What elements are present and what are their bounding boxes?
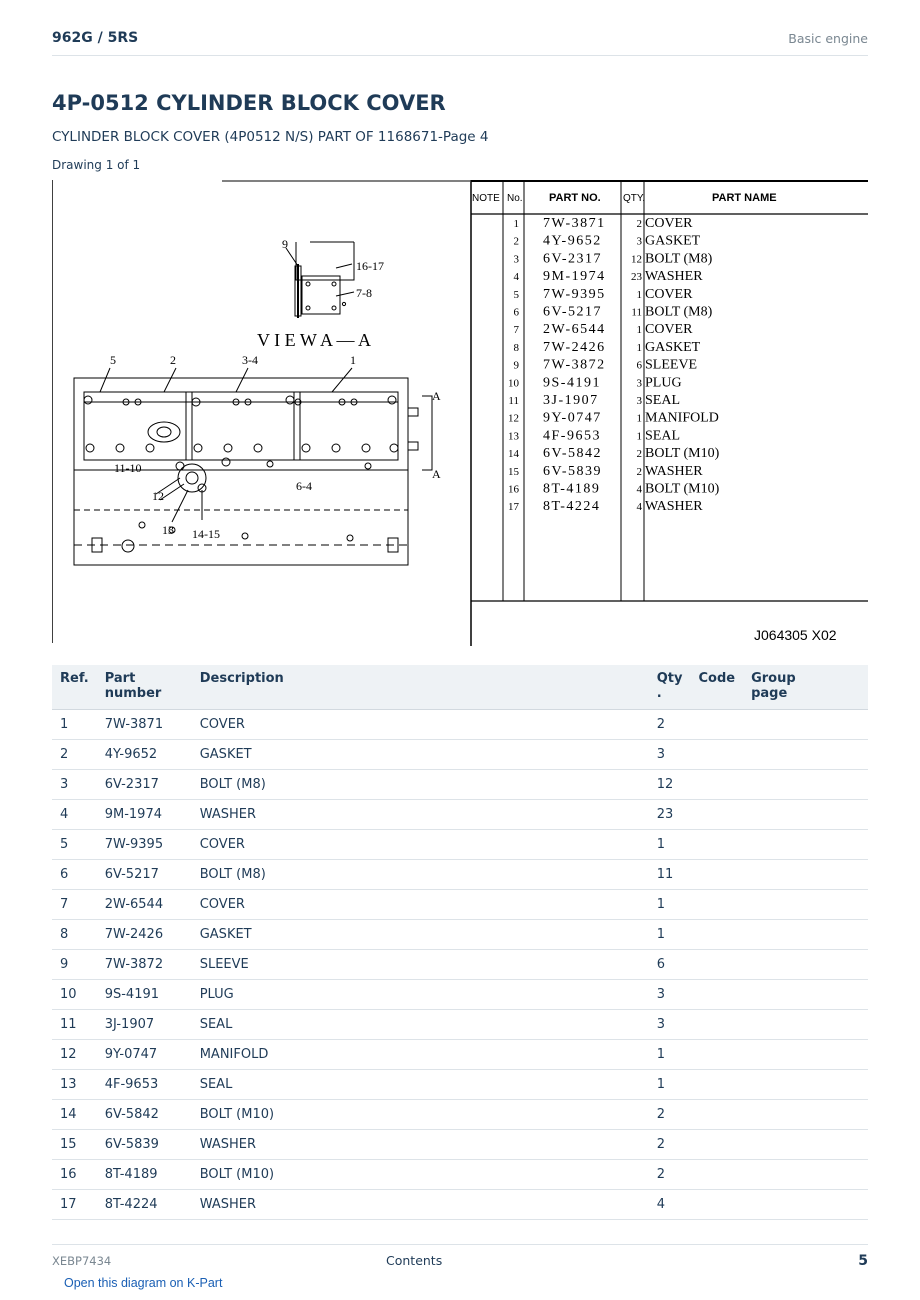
- drawing-row-part-no: 8T-4189: [543, 481, 601, 497]
- row-ref: 12: [52, 1040, 97, 1070]
- col-part-no: PART NO.: [549, 192, 601, 204]
- row-code: [690, 800, 743, 830]
- row-qty: 3: [649, 980, 691, 1010]
- drawing-counter: Drawing 1 of 1: [52, 158, 141, 172]
- drawing-row-qty: 1: [636, 412, 642, 425]
- row-description: COVER: [192, 830, 649, 860]
- row-part-number: 6V-5217: [97, 860, 192, 890]
- row-code: [690, 920, 743, 950]
- drawing-row-name: WASHER: [645, 463, 703, 479]
- drawing-row-no: 6: [513, 306, 519, 319]
- callout-6-4: 6-4: [296, 479, 312, 493]
- page-number: 5: [858, 1253, 868, 1269]
- row-ref: 16: [52, 1160, 97, 1190]
- page-header: [52, 28, 868, 56]
- drawing-row-no: 10: [508, 377, 519, 390]
- table-row: [52, 800, 868, 830]
- row-group-page: [743, 1130, 868, 1160]
- row-part-number: 7W-2426: [97, 920, 192, 950]
- callout-5: 5: [110, 353, 116, 367]
- row-qty: 1: [649, 1070, 691, 1100]
- drawing-row-part-no: 3J-1907: [543, 393, 599, 408]
- row-group-page: [743, 980, 868, 1010]
- document-id: XEBP7434: [52, 1254, 112, 1268]
- row-qty: 2: [649, 1100, 691, 1130]
- row-group-page: [743, 1160, 868, 1190]
- drawing-row-part-no: 6V-2317: [543, 251, 602, 267]
- drawing-row-part-no: 7W-3871: [543, 216, 606, 231]
- row-group-page: [743, 1100, 868, 1130]
- row-part-number: 7W-9395: [97, 830, 192, 860]
- drawing-row-no: 11: [508, 395, 519, 407]
- row-code: [690, 1070, 743, 1100]
- page-title: 4P-0512 CYLINDER BLOCK COVER: [52, 91, 446, 115]
- col-part-name: PART NAME: [712, 192, 777, 204]
- table-row: [52, 1190, 868, 1220]
- row-code: [690, 1190, 743, 1220]
- drawing-row-part-no: 7W-2426: [543, 339, 606, 355]
- row-group-page: [743, 830, 868, 860]
- row-group-page: [743, 800, 868, 830]
- row-qty: 6: [649, 950, 691, 980]
- drawing-row-name: GASKET: [645, 339, 701, 355]
- table-row: [52, 1130, 868, 1160]
- row-group-page: [743, 920, 868, 950]
- row-description: SEAL: [192, 1010, 649, 1040]
- row-part-number: 4Y-9652: [97, 740, 192, 770]
- table-row: [52, 920, 868, 950]
- page-subtitle: CYLINDER BLOCK COVER (4P0512 N/S) PART OF 1168671-Page 4: [52, 129, 489, 145]
- drawing-row-part-no: 2W-6544: [543, 322, 606, 338]
- callout-2: 2: [170, 353, 176, 367]
- header-part-number: Part number: [97, 665, 192, 710]
- row-qty: 12: [649, 770, 691, 800]
- row-part-number: 7W-3872: [97, 950, 192, 980]
- row-part-number: 9Y-0747: [97, 1040, 192, 1070]
- header-ref: Ref.: [52, 665, 97, 710]
- row-ref: 9: [52, 950, 97, 980]
- row-description: WASHER: [192, 800, 649, 830]
- row-description: GASKET: [192, 920, 649, 950]
- header-qty: Qty .: [649, 665, 691, 710]
- row-group-page: [743, 890, 868, 920]
- drawing-row-no: 13: [508, 430, 519, 443]
- drawing-row-part-no: 7W-9395: [543, 286, 606, 302]
- table-row: [52, 1010, 868, 1040]
- callout-14-15: 14-15: [192, 527, 220, 541]
- row-code: [690, 1010, 743, 1040]
- contents-link[interactable]: Contents: [386, 1253, 443, 1268]
- row-ref: 6: [52, 860, 97, 890]
- row-ref: 2: [52, 740, 97, 770]
- drawing-row-no: 5: [513, 288, 519, 301]
- row-ref: 17: [52, 1190, 97, 1220]
- row-code: [690, 1040, 743, 1070]
- drawing-row-name: COVER: [645, 216, 693, 231]
- row-code: [690, 830, 743, 860]
- row-code: [690, 1130, 743, 1160]
- view-label: V I E W A — A: [257, 330, 372, 350]
- row-ref: 1: [52, 710, 97, 740]
- row-group-page: [743, 1070, 868, 1100]
- drawing-row-qty: 6: [636, 359, 642, 372]
- row-qty: 1: [649, 1040, 691, 1070]
- drawing-row-name: SEAL: [645, 393, 680, 408]
- section-label: Basic engine: [788, 31, 868, 46]
- table-row: [52, 980, 868, 1010]
- drawing-row-qty: 4: [636, 501, 642, 514]
- row-description: BOLT (M10): [192, 1160, 649, 1190]
- diagram-callouts: [110, 237, 441, 541]
- table-row: [52, 1070, 868, 1100]
- drawing-row-qty: 23: [631, 271, 642, 284]
- drawing-row-part-no: 9M-1974: [543, 269, 606, 285]
- callout-1: 1: [350, 353, 356, 367]
- row-qty: 1: [649, 920, 691, 950]
- row-code: [690, 860, 743, 890]
- callout-3-4: 3-4: [242, 353, 258, 367]
- row-ref: 7: [52, 890, 97, 920]
- drawing-row-name: BOLT (M10): [645, 446, 720, 462]
- drawing-row-qty: 1: [636, 324, 642, 337]
- row-qty: 11: [649, 860, 691, 890]
- row-group-page: [743, 950, 868, 980]
- row-part-number: 7W-3871: [97, 710, 192, 740]
- row-description: BOLT (M8): [192, 860, 649, 890]
- row-description: BOLT (M8): [192, 770, 649, 800]
- row-ref: 14: [52, 1100, 97, 1130]
- callout-9: 9: [282, 237, 288, 251]
- drawing-row-no: 7: [513, 324, 519, 337]
- table-row: [52, 710, 868, 740]
- drawing-row-name: SEAL: [645, 428, 680, 444]
- drawing-row-no: 3: [513, 253, 519, 266]
- row-ref: 3: [52, 770, 97, 800]
- row-ref: 10: [52, 980, 97, 1010]
- drawing-row-qty: 1: [636, 288, 642, 301]
- row-description: BOLT (M10): [192, 1100, 649, 1130]
- row-group-page: [743, 740, 868, 770]
- row-description: SEAL: [192, 1070, 649, 1100]
- row-group-page: [743, 710, 868, 740]
- row-qty: 3: [649, 740, 691, 770]
- drawing-row-part-no: 7W-3872: [543, 357, 606, 373]
- col-qty: QTY.: [623, 193, 646, 204]
- drawing-row-qty: 1: [636, 430, 642, 443]
- row-part-number: 3J-1907: [97, 1010, 192, 1040]
- row-code: [690, 710, 743, 740]
- row-ref: 13: [52, 1070, 97, 1100]
- row-ref: 4: [52, 800, 97, 830]
- table-row: [52, 1160, 868, 1190]
- cylinder-block-sketch: [74, 242, 432, 565]
- drawing-row-no: 4: [513, 271, 519, 284]
- row-part-number: 6V-5839: [97, 1130, 192, 1160]
- row-qty: 2: [649, 710, 691, 740]
- drawing-row-qty: 12: [631, 253, 642, 266]
- row-part-number: 4F-9653: [97, 1070, 192, 1100]
- row-group-page: [743, 770, 868, 800]
- drawing-row-part-no: 8T-4224: [543, 499, 601, 515]
- row-part-number: 8T-4224: [97, 1190, 192, 1220]
- drawing-row-part-no: 4F-9653: [543, 428, 601, 444]
- table-row: [52, 860, 868, 890]
- drawing-row-name: COVER: [645, 322, 693, 338]
- drawing-row-qty: 4: [636, 483, 642, 496]
- drawing-id: J064305 X02: [754, 627, 837, 643]
- row-group-page: [743, 860, 868, 890]
- drawing-row-qty: 2: [636, 448, 642, 461]
- drawing-row-name: WASHER: [645, 499, 703, 515]
- drawing-row-qty: 3: [636, 235, 642, 248]
- row-description: GASKET: [192, 740, 649, 770]
- row-group-page: [743, 1010, 868, 1040]
- drawing-row-qty: 11: [631, 306, 642, 319]
- row-code: [690, 950, 743, 980]
- drawing-row-qty: 2: [636, 218, 642, 230]
- drawing-row-qty: 3: [636, 377, 642, 390]
- parts-table-header: [52, 665, 868, 710]
- row-part-number: 6V-2317: [97, 770, 192, 800]
- callout-a-top: A: [432, 389, 441, 403]
- drawing-row-name: BOLT (M10): [645, 481, 720, 497]
- table-row: [52, 770, 868, 800]
- row-qty: 1: [649, 890, 691, 920]
- callout-16-17: 16-17: [356, 259, 384, 273]
- header-group-page: Group page: [743, 665, 868, 710]
- row-qty: 23: [649, 800, 691, 830]
- row-description: WASHER: [192, 1130, 649, 1160]
- drawing-row-part-no: 9S-4191: [543, 375, 601, 391]
- drawing-row-name: BOLT (M8): [645, 304, 713, 320]
- table-row: [52, 1040, 868, 1070]
- drawing-row-qty: 1: [636, 341, 642, 354]
- drawing-row-no: 17: [508, 501, 519, 514]
- open-k-part-link[interactable]: Open this diagram on K-Part: [64, 1276, 223, 1290]
- row-qty: 3: [649, 1010, 691, 1040]
- row-ref: 5: [52, 830, 97, 860]
- parts-table: [52, 665, 868, 1220]
- drawing-row-name: GASKET: [645, 233, 701, 249]
- drawing-row-no: 15: [508, 465, 519, 478]
- drawing-row-name: WASHER: [645, 269, 703, 285]
- callout-12: 12: [152, 489, 164, 503]
- drawing-parts-list: [472, 192, 837, 643]
- row-ref: 11: [52, 1010, 97, 1040]
- drawing-row-name: SLEEVE: [645, 357, 698, 373]
- row-group-page: [743, 1190, 868, 1220]
- col-no: No.: [507, 193, 523, 204]
- drawing-row-part-no: 4Y-9652: [543, 233, 602, 249]
- row-description: WASHER: [192, 1190, 649, 1220]
- table-row: [52, 740, 868, 770]
- row-ref: 15: [52, 1130, 97, 1160]
- row-qty: 1: [649, 830, 691, 860]
- drawing-row-name: COVER: [645, 286, 693, 302]
- drawing-row-no: 12: [508, 412, 519, 425]
- table-row: [52, 950, 868, 980]
- drawing-row-qty: 2: [636, 465, 642, 478]
- row-part-number: 9S-4191: [97, 980, 192, 1010]
- table-row: [52, 830, 868, 860]
- callout-a-bottom: A: [432, 467, 441, 481]
- row-group-page: [743, 1040, 868, 1070]
- row-code: [690, 980, 743, 1010]
- drawing-row-no: 1: [513, 218, 519, 230]
- drawing-row-no: 8: [513, 341, 519, 354]
- row-part-number: 9M-1974: [97, 800, 192, 830]
- drawing-row-part-no: 6V-5217: [543, 304, 602, 320]
- row-code: [690, 740, 743, 770]
- drawing-row-no: 14: [508, 448, 519, 461]
- drawing-row-name: PLUG: [645, 375, 682, 391]
- callout-7-8: 7-8: [356, 286, 372, 300]
- row-code: [690, 1160, 743, 1190]
- row-part-number: 2W-6544: [97, 890, 192, 920]
- drawing-row-qty: 3: [636, 395, 642, 407]
- row-part-number: 8T-4189: [97, 1160, 192, 1190]
- row-code: [690, 1100, 743, 1130]
- header-description: Description: [192, 665, 649, 710]
- drawing-row-name: BOLT (M8): [645, 251, 713, 267]
- drawing-row-no: 9: [513, 359, 519, 372]
- row-description: PLUG: [192, 980, 649, 1010]
- drawing-row-part-no: 9Y-0747: [543, 410, 602, 426]
- callout-13: 13: [162, 523, 174, 537]
- drawing-frame: [52, 180, 868, 646]
- row-qty: 2: [649, 1160, 691, 1190]
- parts-diagram[interactable]: [52, 180, 868, 646]
- drawing-row-part-no: 6V-5839: [543, 463, 602, 479]
- row-description: COVER: [192, 890, 649, 920]
- row-description: SLEEVE: [192, 950, 649, 980]
- row-qty: 4: [649, 1190, 691, 1220]
- drawing-row-no: 16: [508, 483, 519, 496]
- row-description: COVER: [192, 710, 649, 740]
- row-part-number: 6V-5842: [97, 1100, 192, 1130]
- row-qty: 2: [649, 1130, 691, 1160]
- table-row: [52, 1100, 868, 1130]
- table-row: [52, 890, 868, 920]
- row-code: [690, 890, 743, 920]
- row-code: [690, 770, 743, 800]
- model-label: 962G / 5RS: [52, 30, 139, 46]
- drawing-row-no: 2: [513, 235, 519, 248]
- header-code: Code: [690, 665, 743, 710]
- drawing-row-part-no: 6V-5842: [543, 446, 602, 462]
- col-note: NOTE: [472, 193, 500, 204]
- row-ref: 8: [52, 920, 97, 950]
- drawing-row-name: MANIFOLD: [645, 410, 719, 426]
- row-description: MANIFOLD: [192, 1040, 649, 1070]
- callout-11-10: 11-10: [114, 461, 142, 475]
